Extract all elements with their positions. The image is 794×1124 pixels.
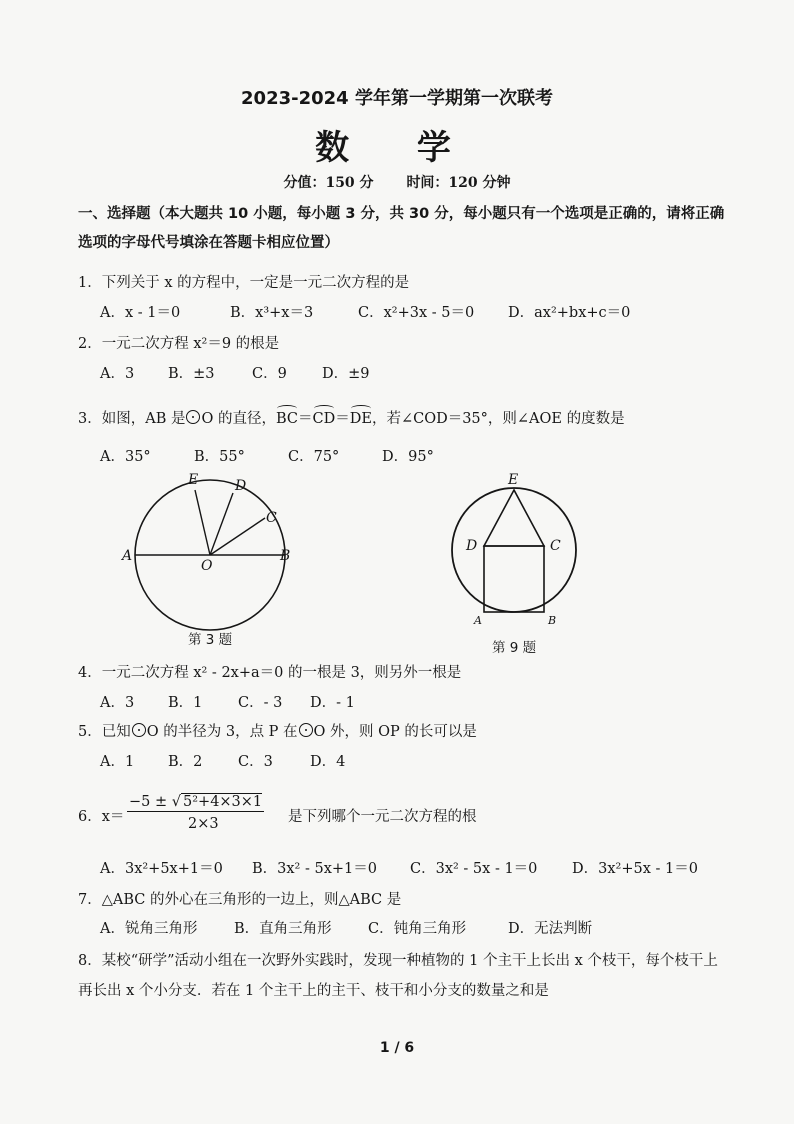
q5-option-d: D．4 (310, 754, 346, 770)
q3-option-b: B．55° (194, 449, 245, 465)
fig9-label-e: E (508, 472, 519, 488)
question-7-options (100, 918, 592, 940)
q4-option-a: A．3 (100, 695, 135, 711)
figure-9-caption: 第 9 题 (492, 640, 537, 656)
question-1-options (100, 302, 630, 324)
question-5-options (100, 751, 345, 773)
q3-equals: ＝ (298, 411, 313, 427)
fig9-label-c: C (550, 538, 561, 554)
fig3-radius-oc (210, 518, 265, 555)
circle-symbol-icon (132, 723, 146, 737)
q6-radicand: 5²+4×3×1 (183, 794, 263, 810)
question-4-options (100, 692, 355, 714)
q3-option-d: D．95° (382, 449, 434, 465)
fig9-label-d: D (466, 538, 478, 554)
q6-tail: 是下列哪个一元二次方程的根 (288, 809, 477, 825)
q7-option-a: A．锐角三角形 (100, 921, 198, 937)
fig3-radius-oe (195, 490, 210, 555)
q5-option-a: A．1 (100, 754, 135, 770)
q4-option-b: B．1 (168, 695, 203, 711)
q2-option-d: D．±9 (322, 366, 370, 382)
exam-title: 2023-2024 学年第一学期第一次联考 (241, 88, 553, 109)
fig9-label-b: B (548, 614, 557, 627)
q7-option-d: D．无法判断 (508, 921, 593, 937)
q5-stem-part: O 外，则 OP 的长可以是 (313, 724, 477, 740)
exam-meta (0, 172, 794, 192)
question-1-stem: 1．下列关于 x 的方程中，一定是一元二次方程的是 (78, 275, 410, 291)
fig3-label-a: A (122, 548, 133, 564)
q7-option-c: C．钝角三角形 (368, 921, 467, 937)
section-heading: 一、选择题（本大题共 10 小题，每小题 3 分，共 30 分，每小题只有一个选项是正确的，请将正确选项的字母代号填涂在答题卡相应位置） (78, 206, 725, 251)
q4-option-c: C．- 3 (238, 695, 283, 711)
q2-option-a: A．3 (100, 366, 135, 382)
question-3-stem (78, 408, 728, 430)
question-3-options (100, 446, 434, 468)
q3-stem-part: O 的直径， (201, 411, 276, 427)
score-info: 分值：150 分 (283, 175, 374, 191)
figure-3-circle-diagram (118, 470, 308, 640)
question-2-options (100, 363, 370, 385)
q3-option-a: A．35° (100, 449, 151, 465)
fig9-triangle (484, 490, 544, 546)
q5-stem-part: 5．已知 (78, 724, 131, 740)
q3-option-c: C．75° (288, 449, 340, 465)
circle-symbol-icon (299, 723, 313, 737)
q6-option-c: C．3x² - 5x - 1＝0 (410, 861, 538, 877)
q6-option-d: D．3x²+5x - 1＝0 (572, 861, 698, 877)
fig9-label-a: A (474, 614, 482, 627)
question-6-options (100, 858, 698, 880)
figure-9-circle-diagram (450, 470, 600, 630)
question-2-stem: 2．一元二次方程 x²＝9 的根是 (78, 336, 280, 352)
subject-title: 数 学 (315, 128, 479, 168)
q6-denominator: 2×3 (188, 816, 219, 832)
q5-option-c: C．3 (238, 754, 273, 770)
fig3-label-e: E (188, 472, 199, 488)
q1-option-b: B．x³+x＝3 (230, 305, 314, 321)
fig3-label-d: D (235, 478, 247, 494)
q6-option-a: A．3x²+5x+1＝0 (100, 861, 223, 877)
q1-option-a: A．x - 1＝0 (100, 305, 181, 321)
fig3-label-o: O (201, 558, 213, 574)
fig3-label-c: C (266, 510, 277, 526)
fig9-square (484, 546, 544, 612)
q6-option-b: B．3x² - 5x+1＝0 (252, 861, 377, 877)
question-7-stem: 7．△ABC 的外心在三角形的一边上，则△ABC 是 (78, 892, 402, 908)
q5-stem-part: O 的半径为 3，点 P 在 (146, 724, 298, 740)
q5-option-b: B．2 (168, 754, 203, 770)
figure-3-caption: 第 3 题 (188, 632, 233, 648)
q1-option-c: C．x²+3x - 5＝0 (358, 305, 475, 321)
circle-symbol-icon (186, 410, 200, 424)
question-4-stem: 4．一元二次方程 x² - 2x+a＝0 的一根是 3，则另外一根是 (78, 665, 462, 681)
q6-numerator: −5 ± √ 5²+4×3×1 (129, 794, 263, 810)
question-6-stem (78, 794, 728, 844)
page-number: 1 / 6 (379, 1040, 415, 1056)
q3-stem-part: ，若∠COD＝35°，则∠AOE 的度数是 (371, 411, 625, 427)
arc-de: DE (350, 408, 372, 430)
q6-prefix: 6．x＝ (78, 809, 125, 825)
fig3-label-b: B (280, 548, 291, 564)
q2-option-c: C．9 (252, 366, 287, 382)
arc-cd: CD (313, 408, 336, 430)
arc-bc: BC (276, 408, 298, 430)
question-5-stem (78, 721, 728, 743)
q7-option-b: B．直角三角形 (234, 921, 332, 937)
q6-numerator-part: −5 ± (129, 794, 172, 810)
time-info: 时间：120 分钟 (406, 175, 511, 191)
q3-stem-part: 3．如图，AB 是 (78, 411, 186, 427)
fig3-radius-od (210, 493, 233, 555)
q4-option-d: D．- 1 (310, 695, 355, 711)
q1-option-d: D．ax²+bx+c＝0 (508, 305, 631, 321)
question-8-stem: 8．某校“研学”活动小组在一次野外实践时，发现一种植物的 1 个主干上长出 x 个枝干，每个枝干上再长出 x 个小分支．若在 1 个主干上的主干、枝干和小分支的数量之和是 (78, 953, 718, 999)
q3-equals: ＝ (335, 411, 350, 427)
q2-option-b: B．±3 (168, 366, 215, 382)
